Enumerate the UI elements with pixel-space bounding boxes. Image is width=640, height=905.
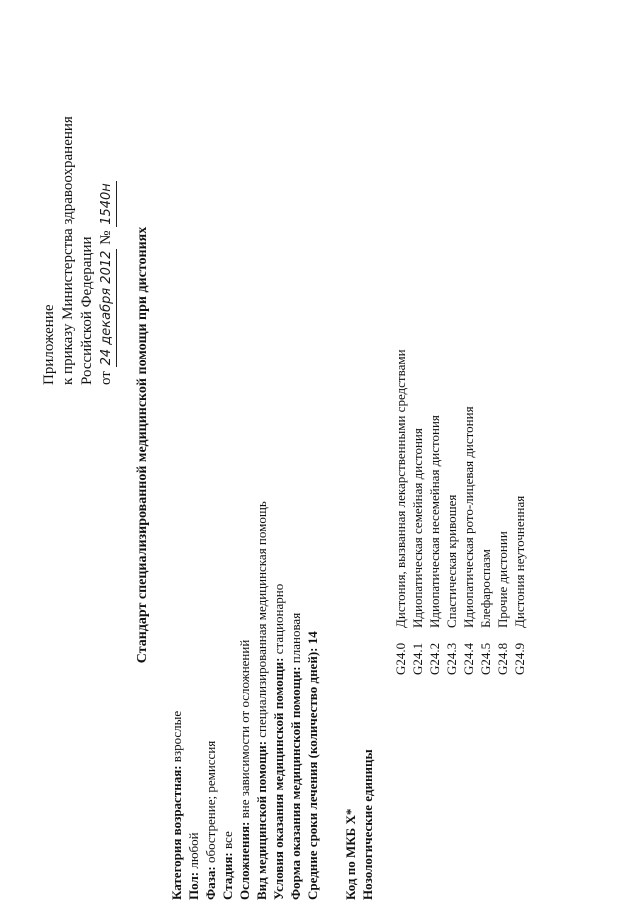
list-item xyxy=(511,75,528,675)
param-row xyxy=(236,260,253,900)
list-item xyxy=(443,75,460,675)
standard-parameters xyxy=(168,260,321,900)
order-header xyxy=(40,45,117,385)
handwritten-number: 1540н xyxy=(97,181,117,227)
icd-code: G24.1 xyxy=(410,642,425,675)
header-line-3: Российской Федерации xyxy=(79,236,95,385)
date-prefix: от xyxy=(98,371,114,385)
param-label: Осложнения: xyxy=(237,821,252,900)
param-label: Условия оказания медицинской помощи: xyxy=(271,657,286,900)
document-title: Стандарт специализированной медицинской помощи при дистониях xyxy=(135,226,150,664)
param-value: вне зависимости от осложнений xyxy=(237,639,252,819)
icd-code-list xyxy=(392,75,528,675)
param-label: Средние сроки лечения (количество дней): xyxy=(305,647,320,900)
icd-code: G24.9 xyxy=(512,642,527,675)
param-label: Вид медицинской помощи: xyxy=(254,740,269,900)
icd-name: Дистония неуточненная xyxy=(512,495,527,628)
param-value: все xyxy=(220,831,235,850)
param-value: плановая xyxy=(288,612,303,664)
icd-name: Спастическая кривошея xyxy=(444,494,459,628)
param-label: Пол: xyxy=(186,871,201,900)
param-value: стационарно xyxy=(271,583,286,655)
list-item xyxy=(426,75,443,675)
list-item xyxy=(409,75,426,675)
param-value: любой xyxy=(186,832,201,869)
param-row xyxy=(253,260,270,900)
list-item xyxy=(477,75,494,675)
icd-code: G24.3 xyxy=(444,642,459,675)
param-label: Категория возрастная: xyxy=(169,765,184,900)
header-line-2: к приказу Министерства здравоохранения xyxy=(60,116,76,385)
icd-name: Идиопатическая семейная дистония xyxy=(410,428,425,628)
list-item xyxy=(460,75,477,675)
header-date-line xyxy=(97,45,117,385)
param-row xyxy=(219,260,236,900)
icd-name: Дистония, вызванная лекарственными средствами xyxy=(393,349,408,628)
header-line-1: Приложение xyxy=(41,304,57,385)
param-label: Форма оказания медицинской помощи: xyxy=(288,666,303,900)
param-row xyxy=(287,260,304,900)
icd-code: G24.2 xyxy=(427,642,442,675)
param-row xyxy=(304,260,321,900)
param-row xyxy=(202,260,219,900)
handwritten-date: 24 декабря 2012 xyxy=(97,249,117,368)
param-value: обострение; ремиссия xyxy=(203,740,218,864)
icd-code: G24.5 xyxy=(478,642,493,675)
icd-code: G24.0 xyxy=(393,642,408,675)
param-row xyxy=(270,260,287,900)
icd-code: G24.4 xyxy=(461,642,476,675)
param-value: 14 xyxy=(305,631,320,645)
param-label: Фаза: xyxy=(203,866,218,900)
icd-name: Прочие дистонии xyxy=(495,531,510,628)
param-value: специализированная медицинская помощь xyxy=(254,501,269,738)
icd-code-label: Код по МКБ X* xyxy=(343,808,358,900)
list-item xyxy=(494,75,511,675)
icd-name: Блефароспазм xyxy=(478,549,493,628)
param-row xyxy=(168,260,185,900)
param-row xyxy=(185,260,202,900)
nosological-units-label: Нозологические единицы xyxy=(360,749,375,900)
param-value: взрослые xyxy=(169,710,184,763)
icd-heading xyxy=(342,600,376,900)
icd-name: Идиопатическая рото-лицевая дистония xyxy=(461,406,476,628)
icd-code: G24.8 xyxy=(495,642,510,675)
number-prefix: № xyxy=(98,230,114,245)
param-label: Стадия: xyxy=(220,852,235,900)
icd-name: Идиопатическая несемейная дистония xyxy=(427,415,442,628)
list-item xyxy=(392,75,409,675)
